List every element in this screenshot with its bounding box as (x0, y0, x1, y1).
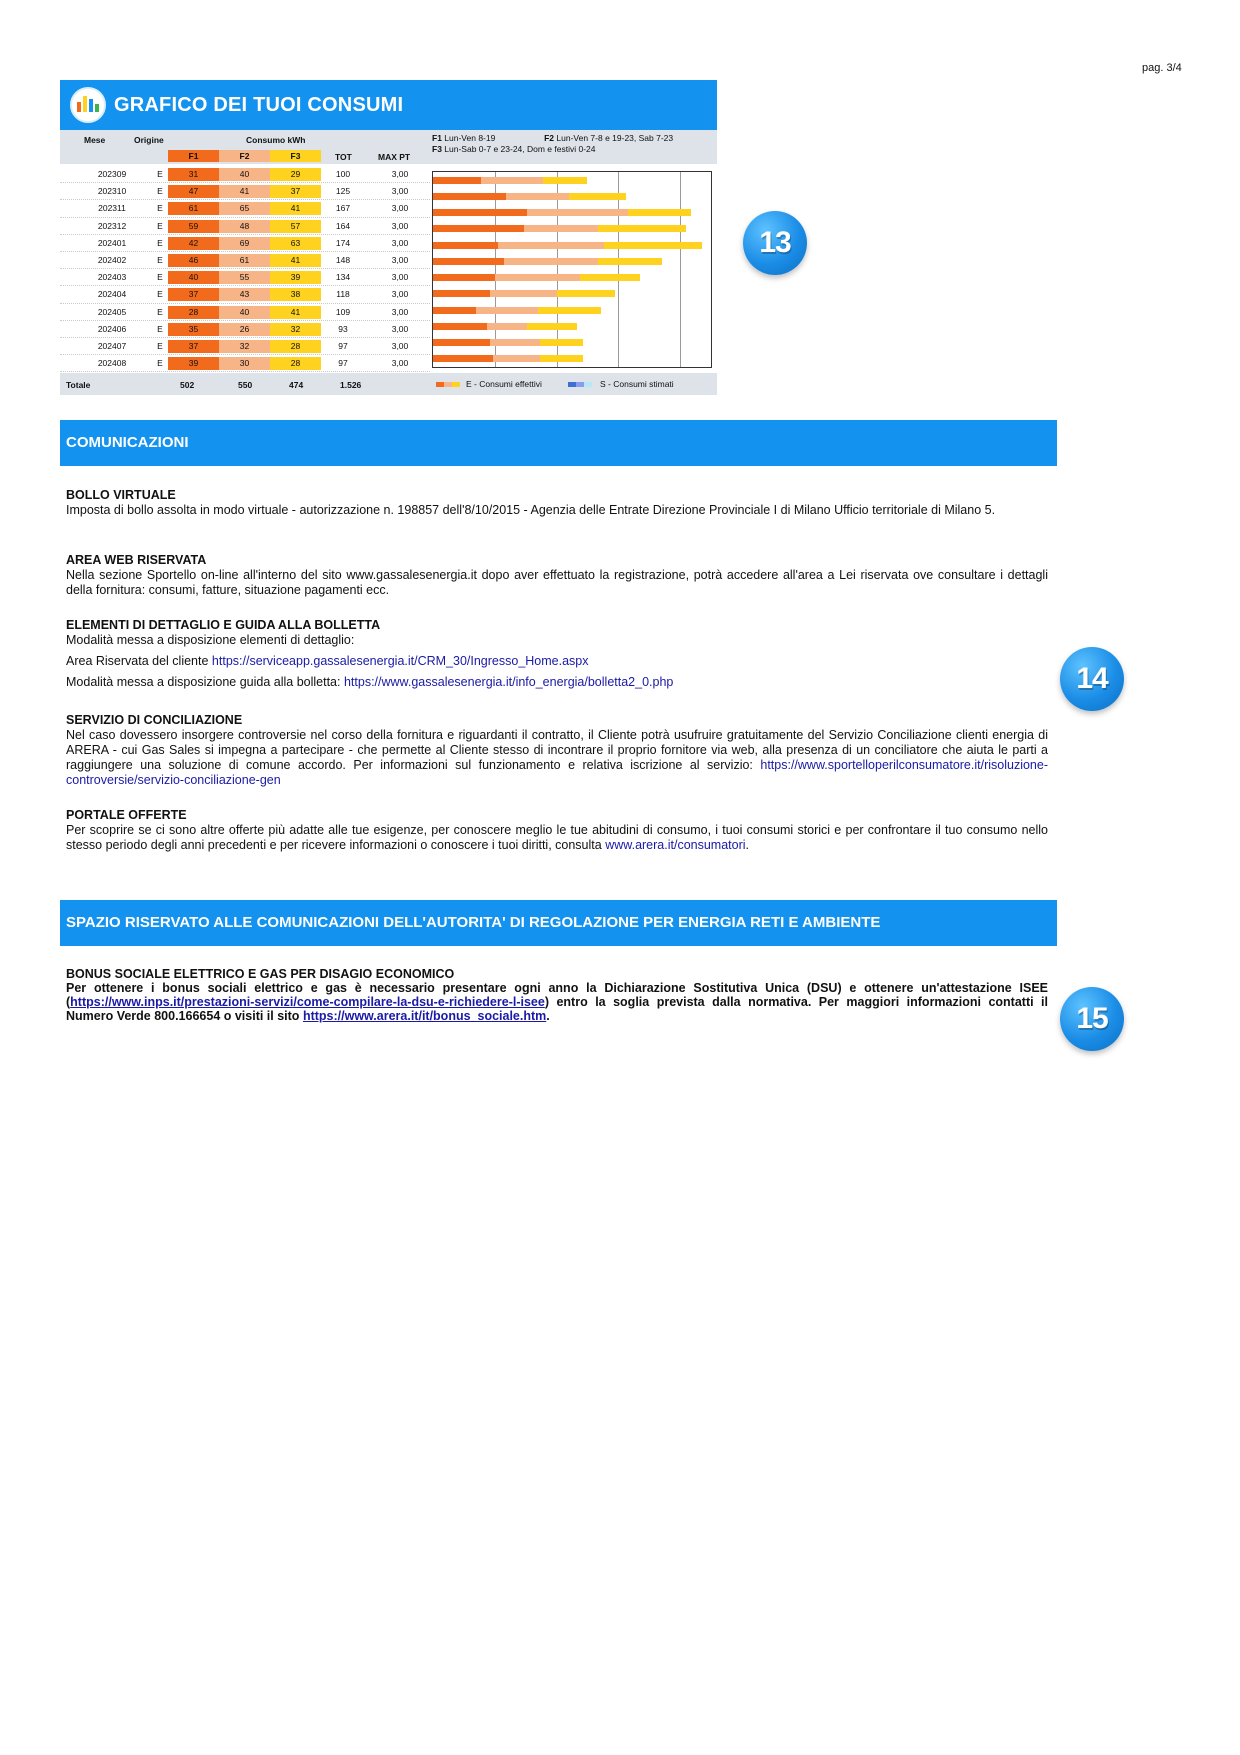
row-origine: E (157, 186, 163, 197)
elementi-dettaglio-block (66, 618, 1048, 690)
bar-f2-202310 (506, 193, 569, 200)
total-f1: 502 (180, 380, 195, 390)
row-f1: 28 (168, 306, 219, 319)
row-origine: E (157, 220, 163, 231)
row-mese: 202408 (97, 358, 127, 369)
row-max-pt: 3,00 (391, 186, 409, 197)
row-origine: E (157, 169, 163, 179)
row-mese: 202405 (97, 306, 127, 317)
row-tot: 109 (335, 306, 351, 317)
row-f3: 32 (270, 323, 321, 336)
row-f1: 31 (168, 168, 219, 181)
chart-header (60, 80, 717, 130)
row-mese: 202402 (97, 254, 127, 265)
row-mese: 202310 (97, 186, 127, 197)
col-consumo: Consumo kWh (246, 135, 306, 145)
row-origine: E (157, 306, 163, 317)
bar-f2-202403 (495, 274, 580, 281)
elementi-title: ELEMENTI DI DETTAGLIO E GUIDA ALLA BOLLETTA (66, 618, 381, 632)
row-f2: 41 (219, 185, 270, 198)
swatch-f1 (436, 382, 444, 387)
legend-e-text: E - Consumi effettivi (466, 379, 542, 389)
f1-text: Lun-Ven 8-19 (444, 133, 496, 143)
col-f1: F1 (168, 150, 219, 162)
chart-title: GRAFICO DEI TUOI CONSUMI (114, 93, 404, 116)
f2-text: Lun-Ven 7-8 e 19-23, Sab 7-23 (556, 133, 674, 143)
table-row (60, 235, 430, 252)
col-max-pt: MAX PT (378, 152, 411, 162)
bar-f1-202404 (433, 290, 490, 297)
bar-f2-202312 (524, 225, 598, 232)
bonus-inps-link[interactable]: https://www.inps.it/prestazioni-servizi/come-compilare-la-dsu-e-richiedere-l-isee (70, 995, 545, 1009)
consumption-table (60, 166, 430, 372)
row-mese: 202403 (97, 272, 127, 283)
table-row (60, 338, 430, 355)
row-f3: 28 (270, 340, 321, 353)
bar-f2-202404 (490, 290, 556, 297)
row-f1: 61 (168, 202, 219, 215)
bar-f2-202408 (493, 355, 539, 362)
badge-13: 13 (743, 211, 807, 275)
f2-label: F2 (544, 133, 555, 143)
row-f3: 41 (270, 306, 321, 319)
bar-f3-202310 (569, 193, 626, 200)
row-tot: 148 (335, 254, 351, 265)
table-row (60, 286, 430, 303)
bar-f1-202407 (433, 339, 490, 346)
f3-label: F3 (432, 144, 442, 154)
bar-f3-202408 (540, 355, 583, 362)
row-f3: 41 (270, 202, 321, 215)
portale-title: PORTALE OFFERTE (66, 808, 187, 822)
row-mese: 202407 (97, 340, 127, 351)
row-f1: 42 (168, 237, 219, 250)
portale-link[interactable]: www.arera.it/consumatori (605, 838, 746, 852)
stacked-bar-plot (432, 171, 712, 368)
table-row (60, 269, 430, 286)
row-origine: E (157, 358, 163, 369)
row-max-pt: 3,00 (391, 340, 409, 351)
total-f2: 550 (238, 380, 253, 390)
row-f3: 41 (270, 254, 321, 267)
col-f3: F3 (270, 150, 321, 162)
table-header (60, 130, 717, 164)
row-tot: 164 (335, 220, 351, 231)
row-f1: 37 (168, 340, 219, 353)
row-max-pt: 3,00 (391, 237, 409, 248)
row-mese: 202312 (97, 220, 127, 231)
bar-f3-202407 (540, 339, 583, 346)
bollo-virtuale-block (66, 488, 1048, 518)
f3-text: Lun-Sab 0-7 e 23-24, Dom e festivi 0-24 (444, 144, 596, 154)
bar-f3-202404 (557, 290, 616, 297)
row-max-pt: 3,00 (391, 306, 409, 317)
row-origine: E (157, 340, 163, 351)
row-mese: 202401 (97, 237, 127, 248)
conciliazione-text: Nel caso dovessero insorgere controversie nel corso della fornitura e riguardanti il contratto, il Cliente potrà usufruire gratuitamente del Servizio Conciliazione clienti energia di ARERA - cui Gas Sales si impegna a partecipare - che permette al Cliente stesso di incontrare il proprio fornitore via web, alla presenza di un conciliatore che aiuta le parti a raggiungere una soluzione di comune accordo. Per informazioni sul funzionamento e relativa iscrizione al servizio: (66, 728, 1048, 772)
guida-label: Modalità messa a disposizione guida alla bolletta: (66, 675, 341, 689)
bar-f2-202406 (487, 323, 527, 330)
row-origine: E (157, 254, 163, 265)
bar-f1-202403 (433, 274, 495, 281)
row-f2: 40 (219, 306, 270, 319)
col-mese: Mese (84, 135, 106, 145)
row-tot: 97 (338, 358, 348, 369)
row-f2: 32 (219, 340, 270, 353)
bar-f3-202405 (538, 307, 601, 314)
table-row (60, 304, 430, 321)
row-f1: 35 (168, 323, 219, 336)
row-f2: 40 (219, 168, 270, 181)
table-row (60, 200, 430, 217)
bonus-sociale-block (66, 967, 1048, 1023)
row-f2: 55 (219, 271, 270, 284)
badge-14: 14 (1060, 647, 1124, 711)
elementi-intro: Modalità messa a disposizione elementi di dettaglio: (66, 633, 355, 647)
bar-f1-202401 (433, 242, 498, 249)
row-max-pt: 3,00 (391, 220, 409, 231)
table-row (60, 218, 430, 235)
row-f2: 65 (219, 202, 270, 215)
bar-f3-202403 (580, 274, 640, 281)
bar-f3-202406 (527, 323, 576, 330)
row-f1: 40 (168, 271, 219, 284)
row-max-pt: 3,00 (391, 289, 409, 300)
bar-f1-202408 (433, 355, 493, 362)
legend-stimati (568, 379, 674, 389)
fasce-legend (432, 133, 673, 155)
row-origine: E (157, 323, 163, 334)
plot-gridline (557, 172, 558, 367)
f1-label: F1 (432, 133, 442, 143)
bar-f2-202407 (490, 339, 539, 346)
bollo-title: BOLLO VIRTUALE (66, 488, 176, 502)
page-number: pag. 3/4 (1142, 62, 1182, 74)
bar-f1-202310 (433, 193, 506, 200)
row-max-pt: 3,00 (391, 169, 409, 179)
conciliazione-title: SERVIZIO DI CONCILIAZIONE (66, 713, 243, 727)
row-mese: 202404 (97, 289, 127, 300)
bollo-text: Imposta di bollo assolta in modo virtuale - autorizzazione n. 198857 dell'8/10/2015 - Agenzia delle Entrate Direzione Provinciale I di Milano Ufficio territoriale di Milano 5. (66, 503, 996, 517)
comunicazioni-header: COMUNICAZIONI (60, 420, 1057, 466)
bar-f3-202312 (598, 225, 686, 232)
bar-f3-202309 (543, 177, 588, 184)
bonus-end: . (546, 1009, 550, 1023)
row-f2: 26 (219, 323, 270, 336)
row-f3: 37 (270, 185, 321, 198)
bar-f1-202309 (433, 177, 481, 184)
row-mese: 202309 (97, 169, 127, 179)
table-row (60, 183, 430, 200)
col-origine: Origine (134, 135, 164, 145)
row-max-pt: 3,00 (391, 254, 409, 265)
row-f2: 69 (219, 237, 270, 250)
total-tot: 1.526 (340, 380, 362, 390)
row-origine: E (157, 289, 163, 300)
row-f3: 29 (270, 168, 321, 181)
area-web-block (66, 553, 1048, 598)
bar-f1-202406 (433, 323, 487, 330)
table-row (60, 321, 430, 338)
row-max-pt: 3,00 (391, 323, 409, 334)
row-f2: 30 (219, 357, 270, 370)
row-f1: 37 (168, 288, 219, 301)
row-f2: 61 (219, 254, 270, 267)
swatch-s1 (568, 382, 576, 387)
row-f2: 43 (219, 288, 270, 301)
portale-text: Per scoprire se ci sono altre offerte più adatte alle tue esigenze, per conoscere meglio le tue abitudini di consumo, i tuoi consumi storici e per confrontare il tuo consumo nello stesso periodo degli anni precedenti e per ricevere informazioni o conoscere i tuoi diritti, consulta (66, 823, 1048, 852)
bar-f2-202311 (527, 209, 627, 216)
area-cliente-label: Area Riservata del cliente (66, 654, 209, 668)
bonus-text-2: ) entro la soglia prevista dalla normativa. Per maggiori informazioni contatti il Numero Verde 800.166654 o visiti il sito (66, 995, 1048, 1023)
plot-gridline (495, 172, 496, 367)
row-tot: 97 (338, 340, 348, 351)
row-f3: 57 (270, 220, 321, 233)
arera-header: SPAZIO RISERVATO ALLE COMUNICAZIONI DELL'AUTORITA' DI REGOLAZIONE PER ENERGIA RETI E AMBIENTE (60, 900, 1057, 946)
bar-f3-202402 (598, 258, 661, 265)
bar-f1-202311 (433, 209, 527, 216)
plot-gridline (680, 172, 681, 367)
row-tot: 174 (335, 237, 351, 248)
badge-15: 15 (1060, 987, 1124, 1051)
col-tot: TOT (335, 152, 352, 162)
swatch-f2 (444, 382, 452, 387)
row-f3: 63 (270, 237, 321, 250)
portale-offerte-block (66, 808, 1048, 853)
portale-end: . (745, 838, 750, 852)
consumption-chart-section (60, 80, 717, 395)
table-footer (60, 373, 717, 395)
bar-f2-202401 (498, 242, 605, 249)
area-title: AREA WEB RISERVATA (66, 553, 207, 567)
row-tot: 93 (338, 323, 348, 334)
row-tot: 134 (335, 272, 351, 283)
area-text: Nella sezione Sportello on-line all'interno del sito www.gassalesenergia.it dopo aver effettuato la registrazione, potrà accedere all'area a Lei riservata ove consultare i dettagli della fornitura: consumi, fatture, situazione pagamenti ecc. (66, 568, 1048, 597)
area-cliente-link[interactable]: https://serviceapp.gassalesenergia.it/CRM_30/Ingresso_Home.aspx (211, 654, 589, 668)
totale-label: Totale (66, 380, 91, 390)
swatch-f3 (452, 382, 460, 387)
bar-f1-202312 (433, 225, 524, 232)
row-f1: 39 (168, 357, 219, 370)
bonus-arera-link[interactable]: https://www.arera.it/it/bonus_sociale.htm (302, 1009, 547, 1023)
row-tot: 125 (335, 186, 351, 197)
row-mese: 202311 (98, 203, 126, 214)
bar-f2-202309 (481, 177, 543, 184)
bar-f1-202405 (433, 307, 476, 314)
swatch-s3 (584, 382, 592, 387)
bar-f3-202401 (604, 242, 701, 249)
row-tot: 100 (335, 169, 351, 179)
total-f3: 474 (289, 380, 304, 390)
row-tot: 167 (335, 203, 351, 214)
bar-chart-icon (70, 87, 106, 123)
row-max-pt: 3,00 (391, 272, 409, 283)
row-f1: 47 (168, 185, 219, 198)
row-max-pt: 3,00 (391, 203, 409, 214)
bonus-text-1: Per ottenere i bonus sociali elettrico e gas è necessario presentare ogni anno la Dichiarazione Sostitutiva Unica (DSU) e ottenere un'attestazione ISEE ( (66, 981, 1048, 1009)
plot-gridline (618, 172, 619, 367)
table-row (60, 355, 430, 372)
row-tot: 118 (336, 289, 350, 300)
conciliazione-link[interactable]: https://www.sportelloperilconsumatore.it/risoluzione-controversie/servizio-conciliazione-gen (66, 758, 1048, 787)
table-row (60, 252, 430, 269)
col-f2: F2 (219, 150, 270, 162)
row-max-pt: 3,00 (391, 358, 409, 369)
legend-effettivi (436, 379, 542, 389)
row-origine: E (157, 203, 163, 214)
row-f1: 46 (168, 254, 219, 267)
row-f3: 28 (270, 357, 321, 370)
bar-f2-202402 (504, 258, 598, 265)
row-f2: 48 (219, 220, 270, 233)
conciliazione-block (66, 713, 1048, 788)
row-mese: 202406 (97, 323, 127, 334)
swatch-s2 (576, 382, 584, 387)
row-origine: E (157, 237, 163, 248)
row-f1: 59 (168, 220, 219, 233)
guida-link[interactable]: https://www.gassalesenergia.it/info_energia/bolletta2_0.php (343, 675, 674, 689)
row-f3: 39 (270, 271, 321, 284)
bonus-title: BONUS SOCIALE ELETTRICO E GAS PER DISAGIO ECONOMICO (66, 967, 455, 981)
legend-s-text: S - Consumi stimati (600, 379, 674, 389)
row-f3: 38 (270, 288, 321, 301)
row-origine: E (157, 272, 163, 283)
bar-f2-202405 (476, 307, 538, 314)
table-row (60, 166, 430, 183)
bar-f1-202402 (433, 258, 504, 265)
bar-f3-202311 (628, 209, 691, 216)
